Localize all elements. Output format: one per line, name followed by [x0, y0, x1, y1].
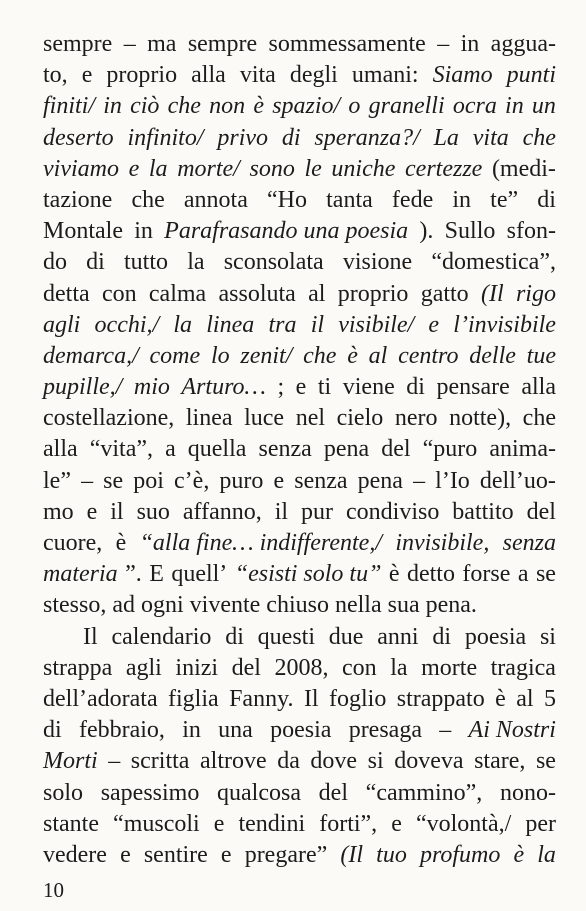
word: sentire: [143, 841, 208, 868]
word: di: [406, 374, 425, 401]
word: quell’: [171, 561, 228, 588]
word: “puro: [422, 436, 478, 463]
text-line: [43, 715, 556, 746]
word: “cammino”,: [365, 779, 483, 806]
word: privo: [217, 124, 269, 151]
word: agli: [43, 311, 81, 338]
word: le”: [43, 467, 71, 494]
word: Montale: [43, 218, 123, 245]
word: il: [110, 498, 124, 525]
word: sono: [249, 155, 295, 182]
word: poi: [133, 467, 164, 494]
word: forse: [462, 561, 511, 588]
word: in: [134, 218, 153, 245]
word: (medi-: [491, 155, 556, 182]
word: “vita”,: [89, 436, 153, 463]
word: demarca,/: [43, 342, 139, 369]
word: l’Io: [435, 467, 470, 494]
word: morte/: [177, 155, 240, 182]
word: vedere: [43, 841, 107, 868]
word: o: [348, 93, 361, 120]
text-line: [43, 29, 556, 60]
word: “muscoli: [113, 810, 200, 837]
word: linea: [206, 311, 255, 338]
text-line: [43, 778, 556, 809]
word: fede: [391, 186, 434, 213]
word: non: [209, 93, 246, 120]
word: finiti/: [43, 93, 96, 120]
word: detto: [406, 561, 455, 588]
word: proprio: [337, 280, 409, 307]
word: anima-: [489, 436, 556, 463]
word: febbraio,: [78, 717, 165, 744]
word: due: [328, 623, 364, 650]
text-line: [43, 216, 556, 247]
word: Parafrasando una poesia: [164, 218, 409, 245]
word: e: [273, 467, 285, 494]
word: è: [115, 530, 127, 556]
word: affanno,: [182, 498, 262, 525]
word: di: [537, 186, 556, 213]
text-line: [43, 466, 556, 497]
text-line: [43, 403, 556, 434]
text-line: [43, 653, 556, 684]
word: tanta: [326, 186, 373, 213]
word: Ai Nostri: [468, 717, 556, 744]
text-line: [43, 310, 556, 341]
word: lo: [210, 342, 230, 369]
word: calma: [148, 280, 207, 307]
word: ).: [419, 218, 434, 245]
word: sconsolata: [223, 249, 324, 276]
word: l’invisibile: [453, 311, 556, 338]
word: poesia: [270, 717, 332, 744]
word: puro: [219, 467, 264, 494]
word: in: [182, 717, 201, 744]
word: tuo: [376, 841, 407, 868]
word: sempre: [43, 31, 113, 57]
text-line: [43, 528, 556, 559]
word: foglio: [329, 685, 387, 712]
word: E: [149, 561, 164, 588]
word: si: [367, 748, 384, 775]
word: di: [432, 623, 452, 650]
word: come: [149, 342, 201, 369]
word: che: [167, 93, 201, 120]
word: 2008,: [274, 654, 329, 681]
word: –: [439, 717, 452, 744]
word: cielo: [336, 405, 384, 432]
word: e: [120, 841, 131, 868]
word: agli: [125, 654, 162, 681]
text-line: [43, 434, 556, 465]
page-number: 10: [43, 878, 64, 902]
word: condiviso: [346, 498, 440, 525]
text-line: [43, 185, 556, 216]
text-line: [43, 559, 556, 590]
text-line: [43, 279, 556, 310]
text-line: [43, 341, 556, 372]
word: luce: [244, 405, 285, 432]
word: tragica: [490, 654, 556, 681]
word: con: [342, 654, 377, 681]
word: pupille,/: [43, 374, 123, 401]
word: tendini: [238, 810, 306, 837]
word: se: [103, 467, 124, 494]
word: Morti: [43, 748, 98, 775]
word: con: [101, 280, 137, 307]
word: in: [103, 93, 122, 120]
word: certezze: [405, 155, 483, 182]
word: sempre: [187, 31, 258, 57]
word: alla: [521, 374, 556, 401]
word: spazio/: [272, 93, 341, 120]
word: costellazione,: [43, 405, 175, 432]
word: del: [318, 779, 348, 806]
text-line: [43, 809, 556, 840]
word: Il: [83, 623, 98, 650]
word: altrove: [200, 748, 267, 775]
word: scritta: [130, 748, 190, 775]
word: pur: [301, 498, 334, 525]
word: pensare: [436, 374, 510, 401]
text-line: [43, 684, 556, 715]
word: e: [213, 810, 225, 837]
word: –: [123, 31, 136, 57]
text-line: [43, 590, 556, 621]
word: viviamo: [43, 155, 119, 182]
text-line: [43, 622, 556, 653]
word: le: [304, 155, 322, 182]
word: quella: [187, 436, 247, 463]
word: deserto: [43, 124, 114, 151]
word: figlia: [168, 685, 219, 712]
word: calendario: [111, 623, 212, 650]
word: assoluta: [218, 280, 296, 307]
word: è: [388, 561, 400, 588]
word: in: [505, 93, 524, 120]
word: è: [253, 93, 264, 120]
word: ma: [147, 31, 177, 57]
word: centro: [398, 342, 459, 369]
text-line: [43, 247, 556, 278]
word: sommessamente: [268, 31, 426, 57]
word: te”: [490, 186, 519, 213]
word: Il: [303, 685, 319, 712]
word: se: [535, 561, 556, 588]
word: a: [165, 436, 176, 463]
word: che: [522, 124, 556, 151]
word: e: [128, 155, 140, 182]
word: speranza?/: [314, 124, 420, 151]
word: –: [108, 748, 121, 775]
word: che: [522, 405, 556, 432]
word: c’è,: [174, 467, 210, 494]
word: al: [368, 342, 388, 369]
text-line: [43, 123, 556, 154]
word: pena: [323, 436, 370, 463]
word: la: [148, 155, 168, 182]
word: per: [525, 810, 556, 837]
word: materia: [43, 561, 118, 588]
word: è: [347, 342, 358, 369]
word: Fanny.: [229, 685, 294, 712]
text-line: [43, 60, 556, 91]
word: e: [86, 498, 98, 525]
word: (Il: [480, 280, 504, 307]
word: detta: [43, 280, 90, 307]
word: di: [281, 124, 301, 151]
word: e: [220, 841, 232, 868]
word: strappato: [396, 685, 485, 712]
word: una: [218, 717, 253, 744]
word: di: [225, 623, 244, 650]
word: il: [274, 498, 289, 525]
word: umani:: [351, 62, 419, 89]
word: battito: [452, 498, 514, 525]
word: “volontà,/: [415, 810, 512, 837]
word: uniche: [331, 155, 396, 182]
word: ;: [277, 374, 285, 401]
word: nel: [295, 405, 326, 432]
word: “Ho: [267, 186, 307, 213]
text-line: [43, 840, 556, 871]
word: rigo: [515, 280, 556, 307]
word: (Il: [340, 841, 364, 868]
word: mio: [133, 374, 170, 401]
word: gatto: [420, 280, 469, 307]
word: profumo: [419, 841, 501, 868]
word: ti: [317, 374, 332, 401]
text-line: [43, 372, 556, 403]
word: in: [452, 186, 472, 213]
word: inizi: [175, 654, 219, 681]
word: se: [535, 748, 556, 775]
text-line: [43, 746, 556, 777]
word: la: [537, 841, 556, 868]
word: morte: [421, 654, 478, 681]
word: senza: [258, 436, 312, 463]
text-line: [43, 91, 556, 122]
word: di: [43, 717, 62, 744]
word: Siamo: [432, 62, 493, 89]
word: stesso, ad ogni vivente chiuso nella sua pena.: [43, 592, 477, 619]
word: e: [295, 374, 307, 401]
word: è: [513, 841, 525, 868]
word: tazione: [43, 186, 113, 213]
word: e: [81, 62, 93, 89]
word: pena: [357, 467, 403, 494]
word: e: [391, 810, 402, 837]
word: in: [460, 31, 480, 57]
word: dove: [310, 748, 358, 775]
word: un: [531, 93, 556, 120]
word: tue: [526, 342, 556, 369]
word: tutto: [124, 249, 169, 276]
word: vita: [239, 62, 276, 89]
word: che: [131, 186, 165, 213]
word: notte),: [449, 405, 512, 432]
word: la: [390, 654, 408, 681]
word: mo: [43, 498, 74, 525]
word: to,: [43, 62, 68, 89]
word: strappa: [43, 654, 113, 681]
word: solo: [43, 779, 84, 806]
word: do: [43, 249, 67, 276]
word: “alla fine… indifferente,/: [139, 530, 383, 556]
word: Sullo: [444, 218, 496, 245]
word: questi: [257, 623, 315, 650]
word: “domestica”,: [431, 249, 556, 276]
word: a: [517, 561, 529, 588]
text-line: [43, 497, 556, 528]
word: la: [187, 249, 205, 276]
word: doveva: [394, 748, 464, 775]
word: del: [381, 436, 411, 463]
word: poesia: [464, 623, 527, 650]
word: linea: [185, 405, 233, 432]
word: da: [277, 748, 300, 775]
word: zenit/: [240, 342, 293, 369]
word: degli: [289, 62, 338, 89]
word: annota: [183, 186, 248, 213]
word: granelli: [368, 93, 445, 120]
word: il: [310, 311, 325, 338]
word: anni: [377, 623, 419, 650]
word: –: [81, 467, 94, 494]
word: nono-: [499, 779, 556, 806]
word: viene: [342, 374, 395, 401]
word: stare,: [474, 748, 526, 775]
word: del: [231, 654, 261, 681]
word: del: [526, 498, 556, 525]
word: al: [516, 685, 534, 712]
word: nero: [394, 405, 438, 432]
body-text: [43, 29, 556, 871]
word: 5: [543, 685, 556, 712]
word: qualcosa: [217, 779, 301, 806]
word: –: [413, 467, 426, 494]
word: stante: [43, 810, 99, 837]
word: proprio: [106, 62, 178, 89]
word: alla: [191, 62, 226, 89]
word: che: [303, 342, 337, 369]
word: occhi,/: [94, 311, 160, 338]
word: vita: [472, 124, 509, 151]
word: delle: [469, 342, 516, 369]
word: “esisti solo tu”: [234, 561, 382, 588]
word: invisibile,: [395, 530, 490, 556]
word: senza: [502, 530, 556, 556]
word: punti: [506, 62, 556, 89]
word: si: [539, 623, 556, 650]
word: cuore,: [43, 530, 103, 556]
word: ocra: [452, 93, 497, 120]
word: presaga: [348, 717, 422, 744]
word: La: [433, 124, 459, 151]
word: di: [86, 249, 105, 276]
word: suo: [136, 498, 170, 525]
text-line: [43, 154, 556, 185]
word: sapessimo: [100, 779, 200, 806]
word: alla: [43, 436, 78, 463]
word: infinito/: [127, 124, 204, 151]
word: sfon-: [506, 218, 556, 245]
word: visibile/: [338, 311, 415, 338]
word: e: [428, 311, 440, 338]
word: Arturo…: [181, 374, 266, 401]
word: dell’uo-: [479, 467, 556, 494]
word: tra: [268, 311, 297, 338]
word: ciò: [130, 93, 160, 120]
word: visione: [342, 249, 413, 276]
word: dell’adorata: [43, 685, 158, 712]
word: la: [173, 311, 193, 338]
word: senza: [294, 467, 348, 494]
word: aggua-: [490, 31, 556, 57]
word: al: [308, 280, 326, 307]
word: pregare”: [244, 841, 328, 868]
word: ”.: [125, 561, 142, 588]
word: –: [437, 31, 450, 57]
word: è: [495, 685, 506, 712]
word: forti”,: [319, 810, 378, 837]
